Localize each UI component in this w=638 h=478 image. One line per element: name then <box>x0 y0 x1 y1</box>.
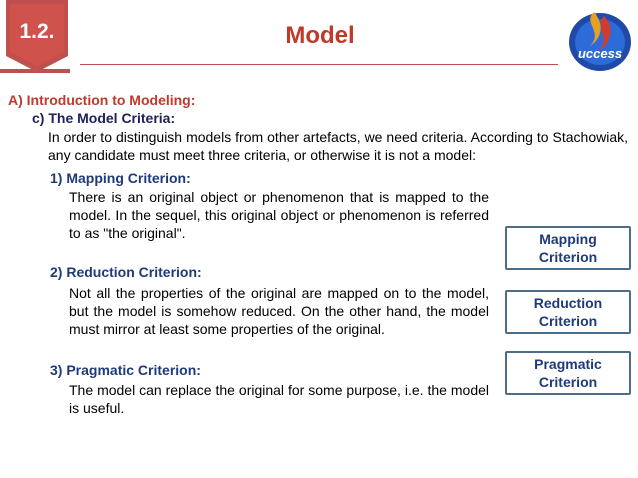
success-logo-icon <box>564 6 634 74</box>
section-badge <box>6 0 68 72</box>
accent-bar <box>0 69 70 73</box>
criterion-heading-pragmatic: 3) Pragmatic Criterion: <box>50 362 201 378</box>
criterion-text-reduction: Not all the properties of the original are mapped on to the model, but the model is somehow reduced. On the other hand, the model must mirror at least some properties of the original. <box>69 285 489 337</box>
logo-text: uccess <box>577 46 623 61</box>
criterion-heading-reduction: 2) Reduction Criterion: <box>50 264 202 280</box>
page-title: Model <box>285 22 355 49</box>
section-heading-a: A) Introduction to Modeling: <box>8 92 196 108</box>
reduction-criterion-box: Reduction Criterion <box>505 290 631 334</box>
criterion-heading-mapping: 1) Mapping Criterion: <box>50 170 191 186</box>
section-number: 1.2. <box>19 20 55 43</box>
criterion-text-mapping: There is an original object or phenomenon that is mapped to the model. In the sequel, this original object or phenomenon is referred to as "the original". <box>69 189 489 241</box>
criterion-text-pragmatic: The model can replace the original for some purpose, i.e. the model is useful. <box>69 382 489 416</box>
pragmatic-criterion-box: Pragmatic Criterion <box>505 351 631 395</box>
title-divider <box>80 64 558 65</box>
intro-paragraph: In order to distinguish models from other artefacts, we need criteria. According to Stachowiak, any candidate must meet three criteria, or otherwise it is not a model: <box>48 129 628 163</box>
subsection-heading-c: c) The Model Criteria: <box>32 110 176 126</box>
mapping-criterion-box: Mapping Criterion <box>505 226 631 270</box>
